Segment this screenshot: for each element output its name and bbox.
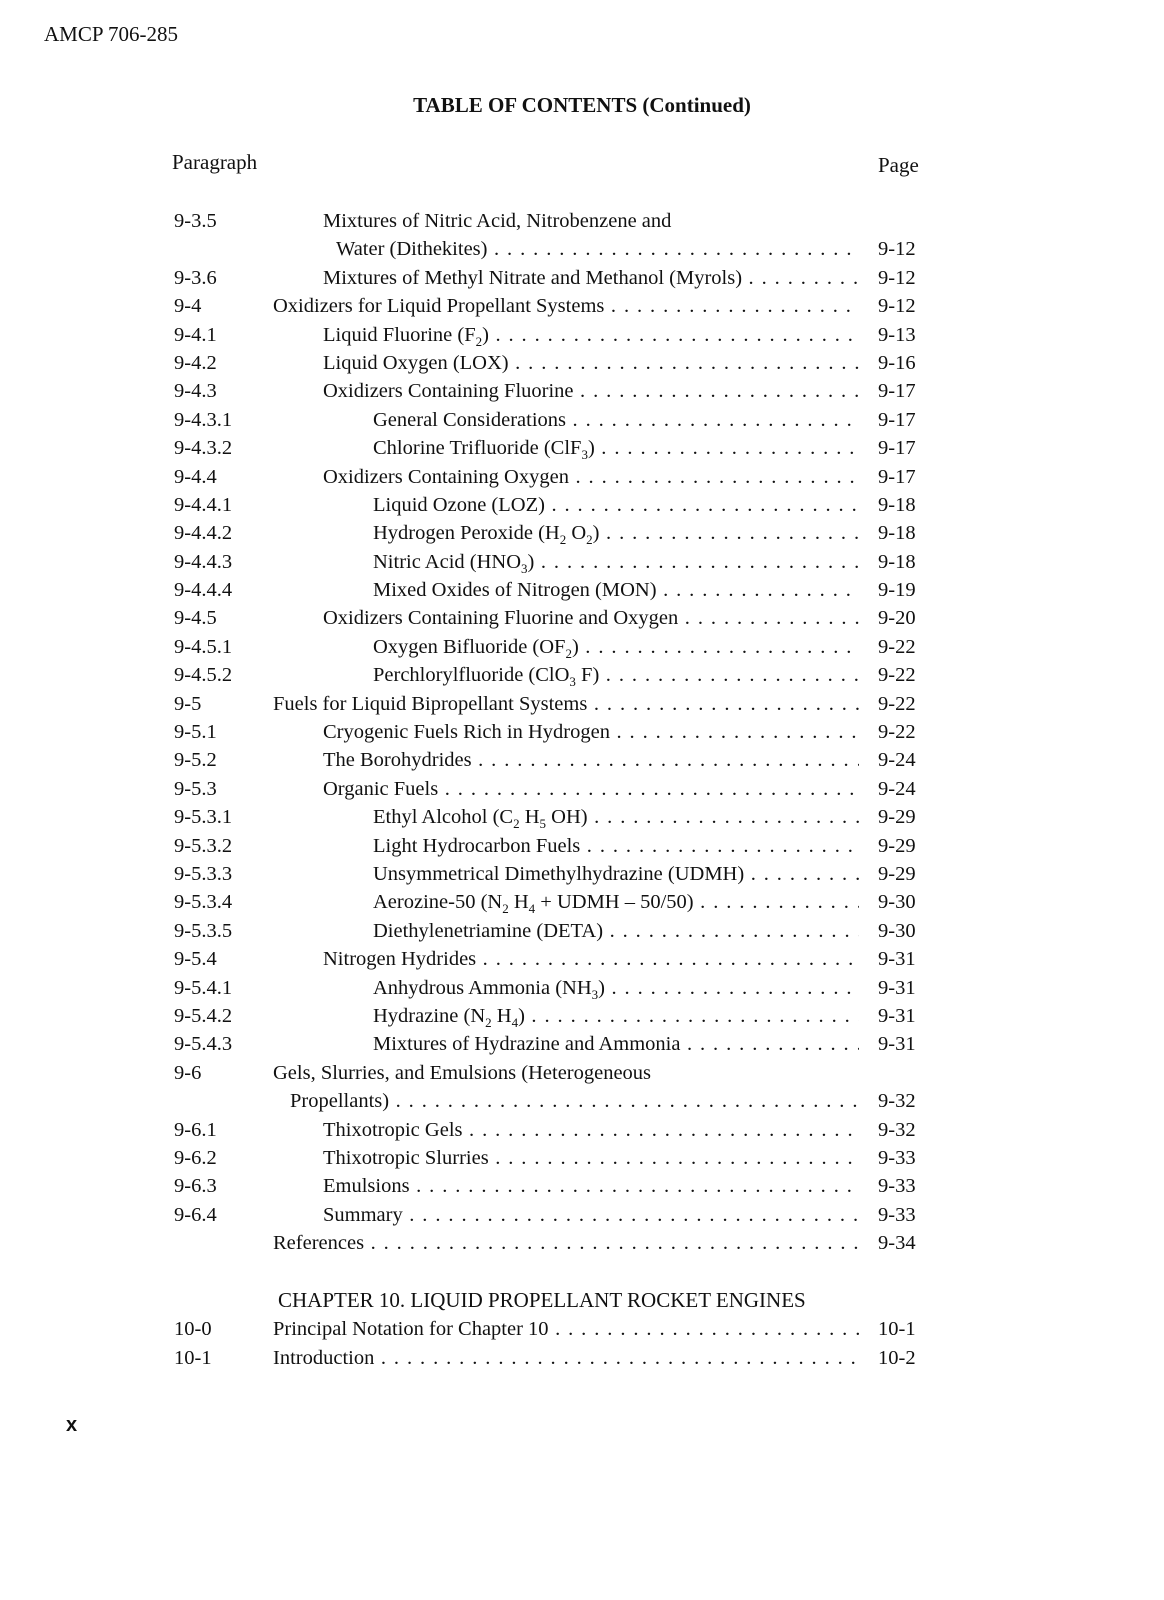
toc-entry-title	[373, 1002, 859, 1030]
toc-entry-number: 9-5.4	[174, 948, 217, 971]
toc-entry-page: 9-20	[878, 607, 916, 630]
toc-entry-number: 9-4.5.2	[174, 664, 233, 687]
toc-entry-title	[323, 1144, 859, 1172]
toc-entry-text: Anhydrous Ammonia (NH	[373, 976, 592, 999]
toc-entry-number: 10-1	[174, 1346, 212, 1369]
toc-entry-page: 9-22	[878, 664, 916, 687]
toc-entry-title	[373, 434, 859, 462]
toc-entry-subscript: 2	[485, 1015, 492, 1031]
chapter-title: CHAPTER 10. LIQUID PROPELLANT ROCKET ENGINES	[278, 1288, 806, 1313]
toc-entry	[0, 576, 1164, 604]
toc-entry-text: )	[571, 635, 579, 658]
toc-entry-title	[290, 1087, 859, 1115]
toc-entry-text: Unsymmetrical Dimethylhydrazine (UDMH)	[373, 862, 745, 885]
toc-entry-page: 9-33	[878, 1146, 916, 1169]
toc-entry	[0, 548, 1164, 576]
toc-entry-title	[373, 548, 859, 576]
toc-entry-title	[373, 888, 859, 916]
toc-entry-number: 9-4.5.1	[174, 635, 233, 658]
toc-entry-text: F)	[575, 664, 600, 687]
toc-entry	[0, 661, 1164, 689]
toc-entry-subscript: 2	[475, 333, 483, 349]
toc-entries	[0, 207, 1164, 1257]
toc-entry	[0, 491, 1164, 519]
toc-entry-page: 9-16	[878, 351, 916, 374]
toc-entry-number: 9-6.2	[174, 1146, 217, 1169]
toc-entry-number: 9-5.3.1	[174, 806, 233, 829]
toc-entry-text: OH)	[546, 806, 588, 829]
toc-entry-text: Diethylenetriamine (DETA)	[373, 919, 604, 942]
toc-entry-subscript: 3	[581, 447, 588, 463]
table-of-contents	[0, 207, 1164, 1372]
toc-entry-text: Oxidizers Containing Fluorine and Oxygen	[323, 607, 679, 630]
toc-entry-text: Fuels for Liquid Bipropellant Systems	[273, 692, 588, 715]
toc-entry-page: 9-24	[878, 777, 916, 800]
toc-entry-text: + UDMH – 50/50)	[535, 891, 694, 914]
toc-entry-number: 9-5.3.4	[174, 891, 233, 914]
toc-entry	[0, 1344, 1164, 1372]
toc-entry-text: )	[527, 550, 535, 573]
toc-entry-text: )	[592, 522, 600, 545]
toc-entry	[0, 434, 1164, 462]
toc-entry	[0, 832, 1164, 860]
toc-entry-number: 9-5.2	[174, 749, 217, 772]
chapter-heading	[0, 1285, 1164, 1315]
toc-entry-page: 9-17	[878, 465, 916, 488]
toc-entry	[0, 718, 1164, 746]
toc-entry-text: O	[566, 522, 587, 545]
toc-entry-text: Liquid Ozone (LOZ)	[373, 493, 545, 516]
toc-entry-title	[373, 576, 859, 604]
toc-entry-text: Chlorine Trifluoride (ClF	[373, 437, 582, 460]
toc-entry-text: Hydrazine (N	[373, 1004, 486, 1027]
toc-entry-title	[373, 803, 859, 831]
toc-entry-text: Mixtures of Hydrazine and Ammonia	[373, 1033, 681, 1056]
toc-entry-title	[273, 1315, 859, 1343]
toc-entry-title	[373, 860, 859, 888]
toc-entry-page: 9-17	[878, 380, 916, 403]
toc-entry-number: 10-0	[174, 1318, 212, 1341]
toc-entry-number: 9-5.4.3	[174, 1033, 233, 1056]
toc-entry-number: 9-4.1	[174, 323, 217, 346]
toc-entry-text: Mixtures of Methyl Nitrate and Methanol (Myrols)	[323, 266, 743, 289]
toc-entry-text: Mixtures of Nitric Acid, Nitrobenzene and	[323, 210, 672, 232]
toc-entry-text: H	[519, 806, 540, 829]
toc-entry-subscript: 2	[502, 901, 509, 917]
toc-entry-subscript: 5	[539, 816, 547, 832]
toc-entry-text: Nitrogen Hydrides	[323, 948, 477, 971]
toc-entry	[0, 1087, 1164, 1115]
toc-entry-page: 9-18	[878, 550, 916, 573]
toc-entry-title	[323, 1201, 859, 1229]
toc-entry-page: 9-12	[878, 266, 916, 289]
toc-entry-title	[336, 235, 859, 263]
toc-entry-number: 9-4.4	[174, 465, 217, 488]
toc-entry-text: Light Hydrocarbon Fuels	[373, 834, 581, 857]
toc-entry-text: General Considerations	[373, 408, 566, 431]
toc-entry-text: )	[482, 323, 489, 346]
chapter-entries	[0, 1315, 1164, 1372]
toc-entry-page: 9-22	[878, 721, 916, 744]
toc-entry-subscript: 2	[586, 532, 593, 548]
toc-entry-text: Cryogenic Fuels Rich in Hydrogen	[323, 721, 610, 744]
toc-entry-number: 9-4.3.1	[174, 408, 233, 431]
page-number: x	[66, 1414, 78, 1436]
column-header-paragraph: Paragraph	[172, 150, 258, 174]
toc-entry	[0, 1002, 1164, 1030]
toc-entry-title	[373, 661, 859, 689]
toc-entry	[0, 888, 1164, 916]
toc-entry-page: 9-18	[878, 493, 916, 516]
toc-entry-subscript: 4	[528, 901, 536, 917]
toc-entry	[0, 519, 1164, 547]
toc-entry-number: 9-4.3	[174, 380, 217, 403]
toc-entry	[0, 264, 1164, 292]
toc-entry-number: 9-4.2	[174, 351, 217, 374]
toc-entry	[0, 746, 1164, 774]
toc-entry-number: 9-3.6	[174, 266, 217, 289]
toc-entry-title	[323, 463, 859, 491]
toc-entry	[0, 1059, 1164, 1087]
toc-entry-text: Ethyl Alcohol (C	[373, 806, 514, 829]
toc-entry-title	[373, 917, 859, 945]
toc-entry	[0, 860, 1164, 888]
toc-entry-title	[323, 746, 859, 774]
toc-entry-number: 9-5.3.5	[174, 919, 233, 942]
toc-entry-text: )	[587, 437, 595, 460]
toc-entry-subscript: 3	[569, 674, 576, 690]
toc-entry-number: 9-5.4.2	[174, 1004, 233, 1027]
toc-entry-title	[273, 292, 859, 320]
toc-entry	[0, 349, 1164, 377]
toc-entry	[0, 1315, 1164, 1343]
toc-entry-title	[273, 1229, 859, 1257]
toc-entry	[0, 945, 1164, 973]
toc-entry	[0, 604, 1164, 632]
toc-entry-title	[373, 519, 859, 547]
toc-entry-page: 9-31	[878, 1033, 916, 1056]
toc-entry-page: 9-12	[878, 238, 916, 261]
toc-entry-page: 9-30	[878, 891, 916, 914]
toc-entry	[0, 321, 1164, 349]
toc-entry	[0, 207, 1164, 235]
toc-entry-page: 9-17	[878, 408, 916, 431]
toc-entry-title	[373, 1030, 859, 1058]
toc-entry-title	[273, 1059, 859, 1087]
toc-entry	[0, 803, 1164, 831]
toc-entry	[0, 690, 1164, 718]
toc-entry-text: Summary	[323, 1203, 403, 1226]
toc-entry-subscript: 3	[521, 560, 528, 576]
toc-entry	[0, 377, 1164, 405]
toc-entry-text: Nitric Acid (HNO	[373, 550, 522, 573]
toc-entry-title	[373, 491, 859, 519]
toc-entry-page: 9-33	[878, 1203, 916, 1226]
toc-entry-title	[373, 633, 859, 661]
toc-entry-number: 9-5	[174, 692, 202, 715]
toc-entry-title	[273, 1344, 859, 1372]
toc-entry-text: Perchlorylfluoride (ClO	[373, 664, 570, 687]
toc-entry-title	[323, 945, 859, 973]
column-header-page: Page	[878, 153, 919, 177]
toc-entry-number: 9-4.4.4	[174, 579, 233, 602]
toc-entry-number: 9-6.3	[174, 1175, 217, 1198]
toc-entry-text: Oxygen Bifluoride (OF	[373, 635, 566, 658]
toc-entry-subscript: 2	[559, 532, 567, 548]
toc-entry-page: 9-34	[878, 1232, 916, 1255]
toc-entry-title	[323, 718, 859, 746]
toc-entry-title	[373, 832, 859, 860]
toc-entry-text: Mixed Oxides of Nitrogen (MON)	[373, 579, 657, 602]
toc-entry-page: 9-18	[878, 522, 916, 545]
toc-entry-text: Oxidizers for Liquid Propellant Systems	[273, 295, 605, 318]
toc-entry-text: Hydrogen Peroxide (H	[373, 522, 560, 545]
toc-entry-number: 9-6.4	[174, 1203, 217, 1226]
toc-entry-title	[323, 349, 859, 377]
toc-entry-text: Liquid Oxygen (LOX)	[323, 351, 509, 374]
toc-entry-text: The Borohydrides	[323, 749, 472, 772]
toc-entry-subscript: 3	[591, 986, 599, 1002]
toc-entry	[0, 633, 1164, 661]
toc-entry-subscript: 2	[513, 816, 520, 832]
toc-entry-title	[323, 1116, 859, 1144]
toc-entry-text: )	[518, 1004, 525, 1027]
toc-entry	[0, 406, 1164, 434]
toc-entry	[0, 292, 1164, 320]
document-id: AMCP 706-285	[44, 22, 178, 46]
toc-entry-title	[273, 690, 859, 718]
toc-entry	[0, 1116, 1164, 1144]
toc-entry-number: 9-4.4.1	[174, 493, 233, 516]
toc-entry-text: H	[491, 1004, 512, 1027]
toc-entry-text: Emulsions	[323, 1175, 410, 1198]
toc-entry-page: 9-30	[878, 919, 916, 942]
toc-entry-number: 9-5.1	[174, 721, 217, 744]
toc-entry-page: 9-19	[878, 579, 916, 602]
toc-entry-page: 9-13	[878, 323, 916, 346]
toc-entry-text: Water (Dithekites)	[336, 238, 488, 261]
toc-entry	[0, 775, 1164, 803]
toc-entry	[0, 1030, 1164, 1058]
toc-entry	[0, 463, 1164, 491]
toc-entry-text: References	[273, 1232, 365, 1255]
toc-entry-title	[323, 321, 859, 349]
toc-entry-page: 9-32	[878, 1118, 916, 1141]
toc-entry-title	[323, 207, 859, 235]
toc-entry	[0, 1229, 1164, 1257]
toc-entry-number: 9-3.5	[174, 210, 217, 232]
toc-entry-page: 9-22	[878, 635, 916, 658]
toc-entry	[0, 1144, 1164, 1172]
toc-entry-text: Liquid Fluorine (F	[323, 323, 476, 346]
toc-entry-title	[323, 775, 859, 803]
toc-entry-page: 9-31	[878, 1004, 916, 1027]
toc-entry-number: 9-5.3.3	[174, 862, 233, 885]
toc-entry-title	[323, 264, 859, 292]
toc-entry	[0, 1172, 1164, 1200]
toc-entry-text: Propellants)	[290, 1090, 390, 1113]
toc-entry-number: 9-4.4.3	[174, 550, 233, 573]
toc-entry-text: Oxidizers Containing Oxygen	[323, 465, 569, 488]
toc-entry-text: Organic Fuels	[323, 777, 439, 800]
toc-entry-page: 9-32	[878, 1090, 916, 1113]
toc-entry-text: Oxidizers Containing Fluorine	[323, 380, 574, 403]
toc-entry	[0, 1201, 1164, 1229]
toc-entry-number: 9-5.3.2	[174, 834, 233, 857]
toc-entry-subscript: 4	[511, 1015, 519, 1031]
toc-entry-number: 9-4.4.2	[174, 522, 233, 545]
toc-entry-number: 9-4.5	[174, 607, 217, 630]
toc-entry-page: 9-29	[878, 834, 916, 857]
toc-entry-number: 9-6	[174, 1061, 202, 1084]
toc-entry-page: 9-31	[878, 976, 916, 999]
toc-entry-title	[373, 406, 859, 434]
toc-entry-number: 9-5.3	[174, 777, 217, 800]
toc-entry-number: 9-4	[174, 295, 202, 318]
toc-entry-title	[323, 1172, 859, 1200]
toc-entry-page: 9-29	[878, 862, 916, 885]
toc-entry-page: 9-24	[878, 749, 916, 772]
page-title: TABLE OF CONTENTS (Continued)	[413, 93, 751, 117]
toc-entry-text: Principal Notation for Chapter 10	[273, 1318, 549, 1341]
toc-entry-title	[323, 604, 859, 632]
toc-entry-subscript: 2	[565, 645, 572, 661]
toc-entry-page: 10-1	[878, 1318, 916, 1341]
toc-entry-text: H	[508, 891, 529, 914]
toc-entry-text: Gels, Slurries, and Emulsions (Heterogeneous	[273, 1061, 652, 1084]
toc-entry-page: 9-29	[878, 806, 916, 829]
toc-entry	[0, 917, 1164, 945]
toc-entry-title	[373, 974, 859, 1002]
toc-entry-number: 9-4.3.2	[174, 437, 233, 460]
toc-entry-text: Thixotropic Gels	[323, 1118, 463, 1141]
toc-entry-text: Thixotropic Slurries	[323, 1146, 489, 1169]
toc-entry-title	[323, 377, 859, 405]
toc-entry-page: 9-33	[878, 1175, 916, 1198]
toc-entry-page: 9-31	[878, 948, 916, 971]
toc-entry-text: Introduction	[273, 1346, 375, 1369]
toc-entry-number: 9-5.4.1	[174, 976, 233, 999]
toc-entry	[0, 235, 1164, 263]
toc-entry-text: )	[598, 976, 605, 999]
toc-entry-page: 9-22	[878, 692, 916, 715]
toc-entry	[0, 974, 1164, 1002]
toc-entry-text: Aerozine-50 (N	[373, 891, 503, 914]
toc-entry-page: 9-17	[878, 437, 916, 460]
toc-entry-page: 10-2	[878, 1346, 916, 1369]
toc-entry-number: 9-6.1	[174, 1118, 217, 1141]
toc-entry-page: 9-12	[878, 295, 916, 318]
